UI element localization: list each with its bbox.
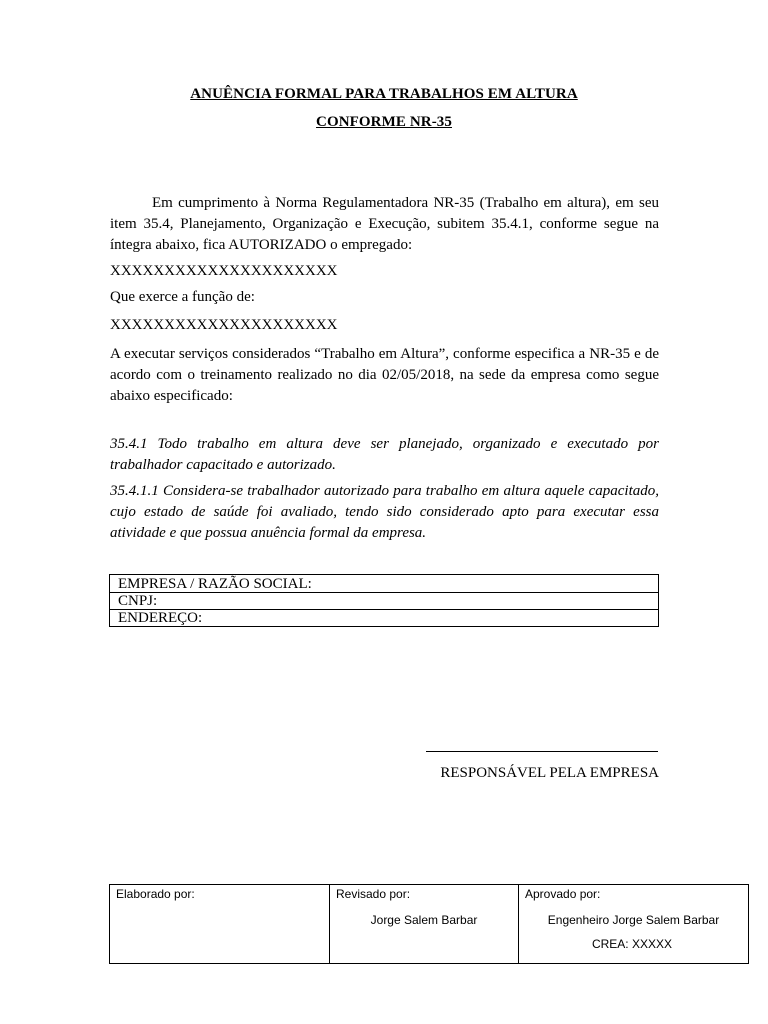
table-row xyxy=(110,593,659,610)
approved-by-label: Aprovado por: xyxy=(525,887,601,901)
company-info-table xyxy=(109,574,659,627)
function-placeholder: XXXXXXXXXXXXXXXXXXXXX xyxy=(110,317,338,333)
cnpj-cell: CNPJ: xyxy=(110,593,659,610)
reviewed-by-label: Revisado por: xyxy=(336,887,411,901)
approved-by-cell xyxy=(519,885,749,964)
document-subtitle: CONFORME NR-35 xyxy=(316,114,452,130)
prepared-by-cell xyxy=(110,885,330,964)
signature-line xyxy=(426,751,658,752)
address-cell: ENDEREÇO: xyxy=(110,610,659,627)
company-name-cell: EMPRESA / RAZÃO SOCIAL: xyxy=(110,575,659,593)
approved-by-crea: CREA: XXXXX xyxy=(591,937,672,951)
table-row xyxy=(110,575,659,593)
reviewed-by-name: Jorge Salem Barbar xyxy=(370,913,478,927)
item-35-4-1: 35.4.1 Todo trabalho em altura deve ser planejado, organizado e executado por trabalhador capacitado e autorizado. xyxy=(110,436,659,473)
function-label: Que exerce a função de: xyxy=(110,289,255,305)
table-row xyxy=(110,610,659,627)
approval-table xyxy=(109,884,749,964)
execution-paragraph: A executar serviços considerados “Trabalho em Altura”, conforme especifica a NR-35 e de acordo com o treinamento realizado no dia 02/05/2018, na sede da empresa como segue abaixo especificado: xyxy=(110,346,659,404)
intro-paragraph: Em cumprimento à Norma Regulamentadora NR-35 (Trabalho em altura), em seu item 35.4, Planejamento, Organização e Execução, subitem 35.4.1, conforme segue na íntegra abaixo, fica AUTORIZADO o empregado: xyxy=(110,195,659,253)
document-title: ANUÊNCIA FORMAL PARA TRABALHOS EM ALTURA xyxy=(190,86,578,102)
item-35-4-1-1: 35.4.1.1 Considera-se trabalhador autorizado para trabalho em altura aquele capacitado, cujo estado de saúde foi avaliado, tendo sido considerado apto para executar essa atividade e que possua anuência formal da empresa. xyxy=(110,483,659,541)
prepared-by-label: Elaborado por: xyxy=(116,887,195,901)
employee-placeholder: XXXXXXXXXXXXXXXXXXXXX xyxy=(110,263,338,279)
table-row xyxy=(110,885,749,964)
approved-by-name: Engenheiro Jorge Salem Barbar xyxy=(547,913,720,927)
signature-label: RESPONSÁVEL PELA EMPRESA xyxy=(440,765,659,781)
reviewed-by-cell xyxy=(330,885,519,964)
